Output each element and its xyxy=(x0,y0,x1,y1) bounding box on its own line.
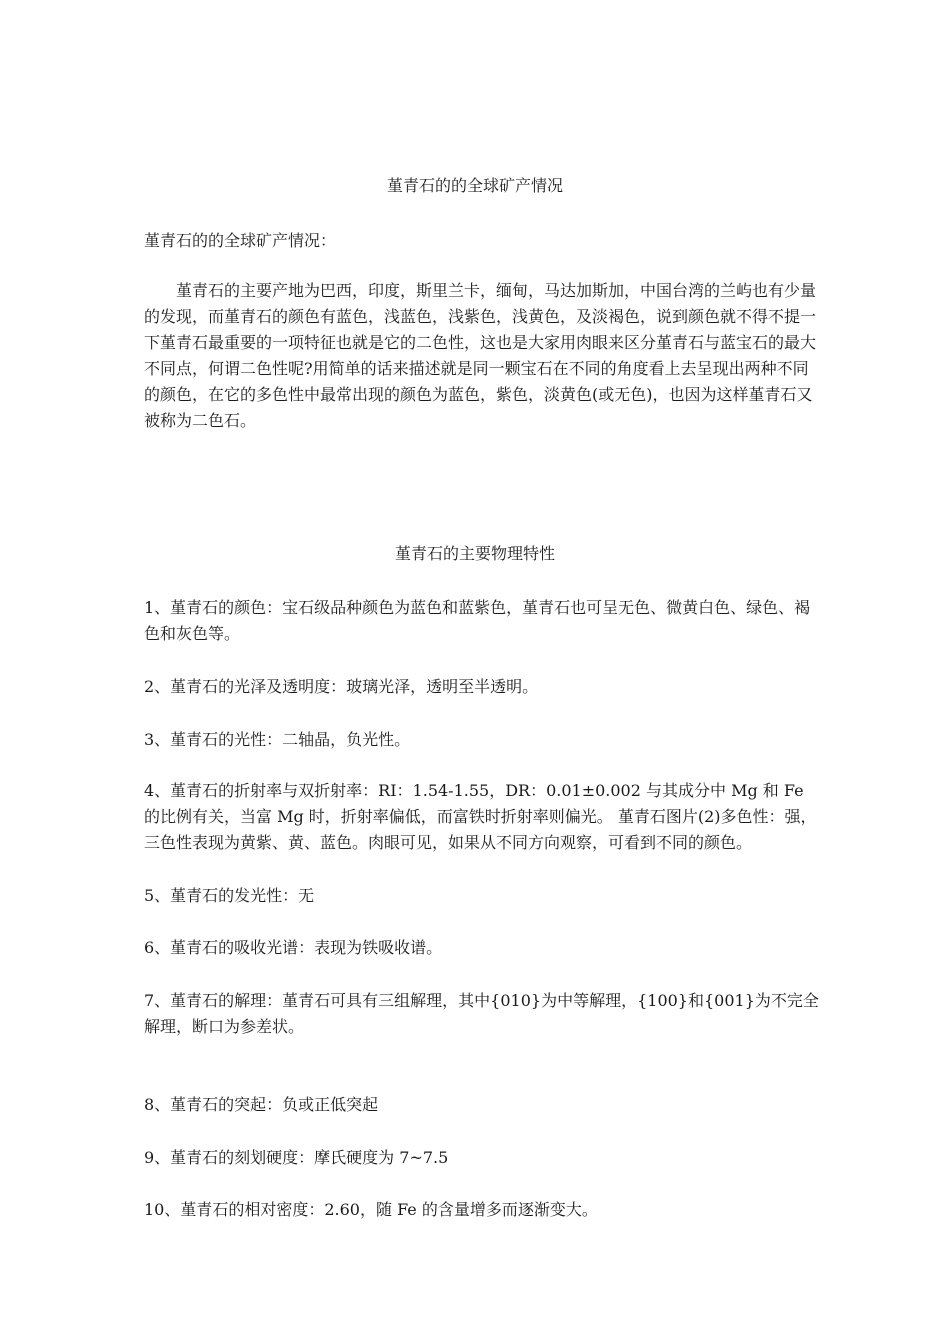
property-item: 1、堇青石的颜色：宝石级品种颜色为蓝色和蓝紫色，堇青石也可呈无色、微黄白色、绿色、褐色和灰色等。 xyxy=(144,598,811,643)
section-title-deposits: 堇青石的的全球矿产情况 xyxy=(386,176,563,195)
property-item: 8、堇青石的突起：负或正低突起 xyxy=(144,1095,379,1114)
deposits-subheading: 堇青石的的全球矿产情况： xyxy=(144,231,337,250)
property-item: 7、堇青石的解理：堇青石可具有三组解理，其中{010}为中等解理，{100}和{001}为不完全解理，断口为参差状。 xyxy=(144,991,819,1036)
property-item: 4、堇青石的折射率与双折射率：RI：1.54-1.55，DR：0.01±0.002 与其成分中 Mg 和 Fe 的比例有关，当富 Mg 时，折射率偏低，而富铁时折射率则偏光。 堇青石图片(2)多色性：强，三色性表现为黄紫、黄、蓝色。肉眼可见，如果从不同方向观察，可看到不同的颜色。 xyxy=(144,781,817,852)
property-item: 3、堇青石的光性：二轴晶，负光性。 xyxy=(144,730,411,749)
deposits-paragraph: 堇青石的主要产地为巴西，印度，斯里兰卡，缅甸，马达加斯加，中国台湾的兰屿也有少量的发现，而堇青石的颜色有蓝色，浅蓝色，浅紫色，浅黄色，及淡褐色，说到颜色就不得不提一下堇青石最重要的一项特征也就是它的二色性，这也是大家用肉眼来区分堇青石与蓝宝石的最大不同点，何谓二色性呢?用简单的话来描述就是同一颗宝石在不同的角度看上去呈现出两种不同的颜色，在它的多色性中最常出现的颜色为蓝色，紫色，淡黄色(或无色)，也因为这样堇青石又被称为二色石。 xyxy=(144,281,817,430)
property-item: 9、堇青石的刻划硬度：摩氏硬度为 7~7.5 xyxy=(144,1148,449,1167)
property-item: 10、堇青石的相对密度：2.60，随 Fe 的含量增多而逐渐变大。 xyxy=(144,1200,598,1219)
property-item: 2、堇青石的光泽及透明度：玻璃光泽，透明至半透明。 xyxy=(144,677,539,696)
section-title-properties: 堇青石的主要物理特性 xyxy=(394,544,555,563)
property-item: 5、堇青石的发光性：无 xyxy=(144,886,315,905)
property-item: 6、堇青石的吸收光谱：表现为铁吸收谱。 xyxy=(144,938,443,957)
